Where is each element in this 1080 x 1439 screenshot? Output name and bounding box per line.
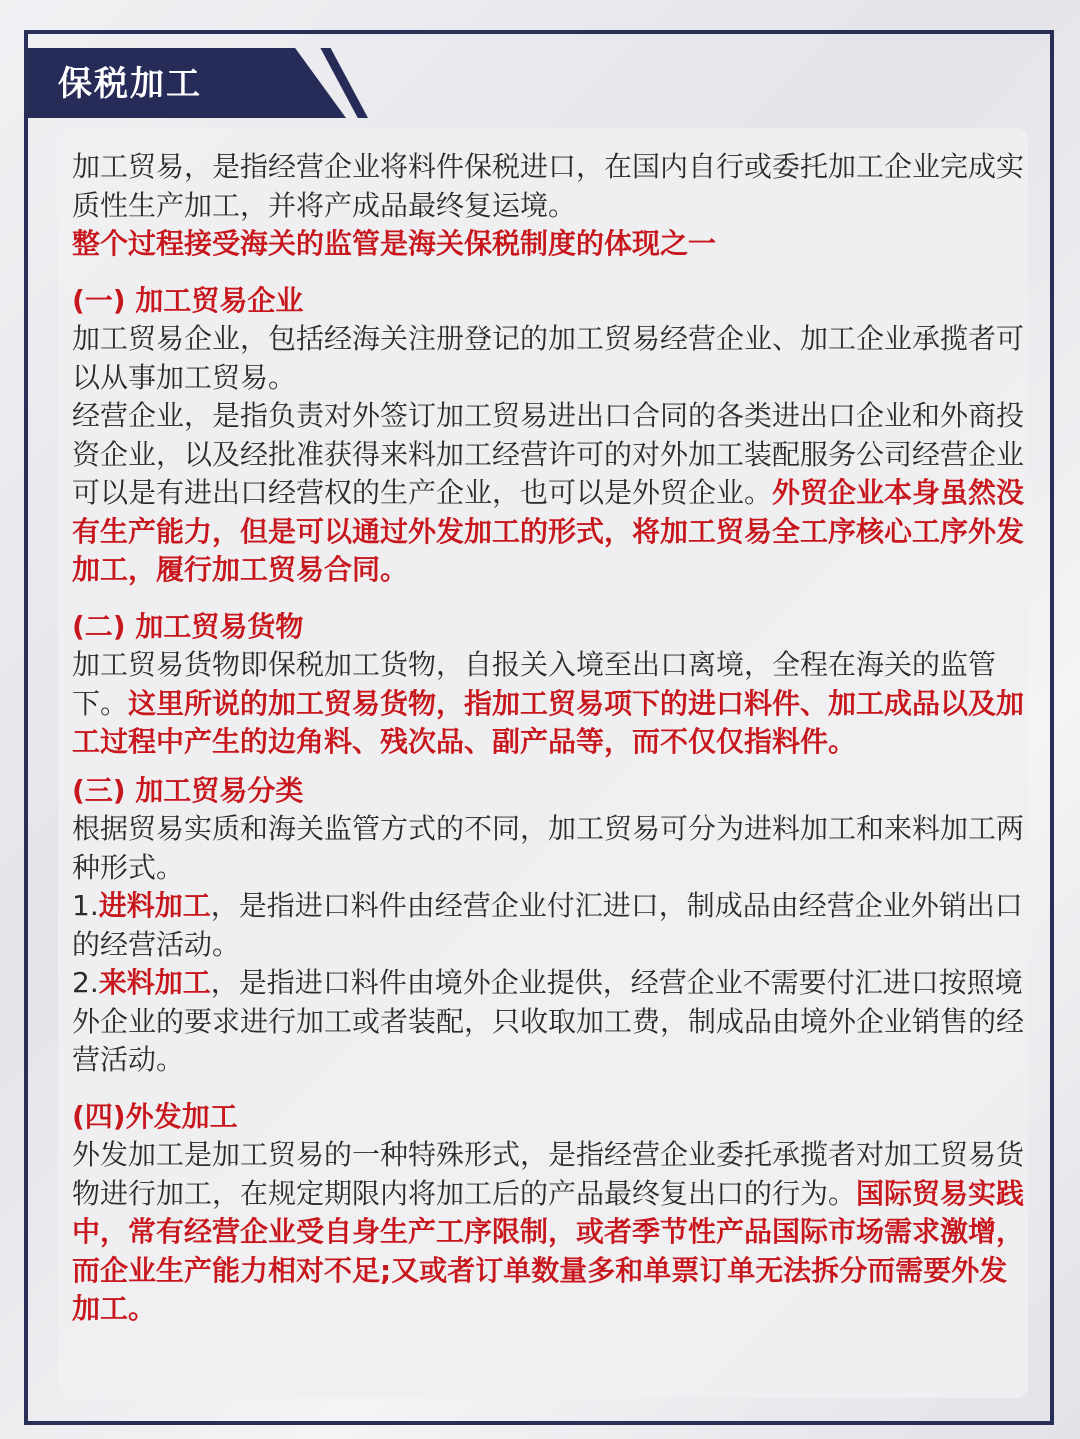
section-heading-2: (二) 加工贸易货物: [72, 609, 304, 643]
term-jinliao: 进料加工: [98, 889, 211, 922]
section-heading-3: (三) 加工贸易分类: [72, 773, 304, 807]
section2-paragraph: 加工贸易货物即保税加工货物，自报关入境至出口离境，全程在海关的监管下。这里所说的加工贸易货物，指加工贸易项下的进口料件、加工成品以及加工过程中产生的边角料、残次品、副产品等，而不仅仅指料件。: [72, 648, 1025, 758]
section-heading-1: (一) 加工贸易企业: [72, 283, 304, 317]
section1-highlight: 外贸企业本身虽然没有生产能力，但是可以通过外发加工的形式，将加工贸易全工序核心工序外发加工，履行加工贸易合同。: [72, 476, 1025, 586]
section2-highlight: 这里所说的加工贸易货物，指加工贸易项下的进口料件、加工成品以及加工过程中产生的边角料、残次品、副产品等，而不仅仅指料件。: [72, 686, 1025, 758]
section4-highlight: 国际贸易实践中，常有经营企业受自身生产工序限制，或者季节性产品国际市场需求激增，而企业生产能力相对不足;又或者订单数量多和单票订单无法拆分而需要外发加工。: [72, 1176, 1025, 1325]
section1-paragraph-2: 经营企业，是指负责对外签订加工贸易进出口合同的各类进出口企业和外商投资企业，以及经批准获得来料加工经营许可的对外加工装配服务公司经营企业可以是有进出口经营权的生产企业，也可以是外贸企业。外贸企业本身虽然没有生产能力，但是可以通过外发加工的形式，将加工贸易全工序核心工序外发加工，履行加工贸易合同。: [72, 399, 1025, 586]
section3-item-1: 1.进料加工，是指进口料件由经营企业付汇进口，制成品由经营企业外销出口的经营活动。: [72, 889, 1023, 961]
page-title: 保税加工: [58, 64, 202, 104]
term-lailiao: 来料加工: [98, 966, 211, 999]
article-body: [72, 148, 1032, 1329]
section4-paragraph: 外发加工是加工贸易的一种特殊形式，是指经营企业委托承揽者对加工贸易货物进行加工，在规定期限内将加工后的产品最终复出口的行为。国际贸易实践中，常有经营企业受自身生产工序限制，或者季节性产品国际市场需求激增，而企业生产能力相对不足;又或者订单数量多和单票订单无法拆分而需要外发加工。: [72, 1138, 1025, 1325]
section1-paragraph-1: 加工贸易企业，包括经海关注册登记的加工贸易经营企业、加工企业承揽者可以从事加工贸易。: [72, 322, 1025, 394]
section3-item-2: 2.来料加工，是指进口料件由境外企业提供，经营企业不需要付汇进口按照境外企业的要求进行加工或者装配，只收取加工费，制成品由境外企业销售的经营活动。: [72, 966, 1025, 1076]
intro-paragraph: 加工贸易，是指经营企业将料件保税进口，在国内自行或委托加工企业完成实质性生产加工，并将产成品最终复运境。: [72, 150, 1025, 222]
section-heading-4: (四)外发加工: [72, 1099, 238, 1133]
section3-intro: 根据贸易实质和海关监管方式的不同，加工贸易可分为进料加工和来料加工两种形式。: [72, 812, 1025, 884]
intro-highlight: 整个过程接受海关的监管是海关保税制度的体现之一: [72, 227, 717, 260]
